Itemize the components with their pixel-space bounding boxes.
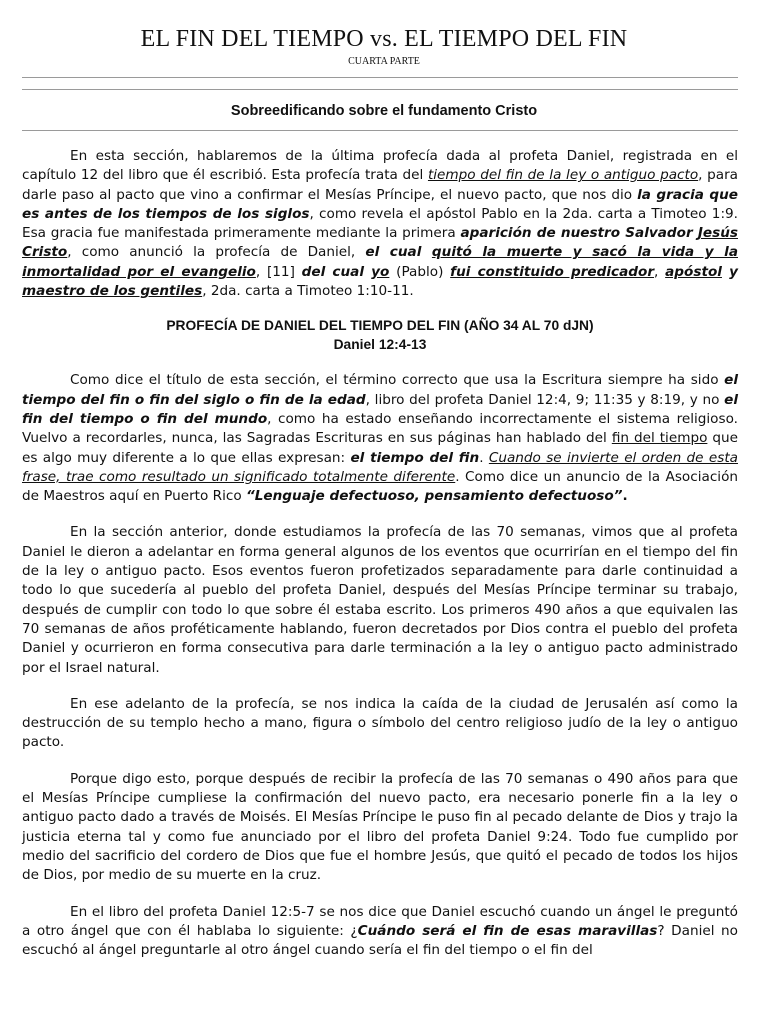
section-heading-line2: Daniel 12:4-13 [333, 337, 427, 353]
section-heading [22, 316, 738, 354]
paragraph-2: Como dice el título de esta sección, el término correcto que usa la Escritura siempre ha sido el tiempo del fin o fin del siglo o fin de la edad, libro del profeta Daniel 12:4, 9; 11:35 y 8:19, y no el fin del tiempo o fin del mundo, como ha estado enseñando incorrectamente el sistema religioso. Vuelvo a recordarles, nunca, las Sagradas Escrituras en sus páginas han hablado del fin del tiempo que es algo muy diferente a lo que ellas expresan: el tiempo del fin. Cuando se invierte el orden de esta frase, trae como resultado un significado totalmente diferente. Como dice un anuncio de la Asociación de Maestros aquí en Puerto Rico “Lenguaje defectuoso, pensamiento defectuoso”. [22, 372, 739, 505]
paragraph-1: En esta sección, hablaremos de la última profecía dada al profeta Daniel, registrada en el capítulo 12 del libro que él escribió. Esta profecía trata del tiempo del fin de la ley o antiguo pacto, para darle paso al pacto que vino a confirmar el Mesías Príncipe, el nuevo pacto, que nos dio la gracia que es antes de los tiempos de los siglos, como revela el apóstol Pablo en la 2da. carta a Timoteo 1:9. Esa gracia fue manifestada primeramente mediante la primera aparición de nuestro Salvador Jesús Cristo, como anunció la profecía de Daniel, el cual quitó la muerte y sacó la vida y la inmortalidad por el evangelio, [11] del cual yo (Pablo) fui constituido predicador, apóstol y maestro de los gentiles, 2da. carta a Timoteo 1:10-11. [22, 148, 739, 300]
section-title: Sobreedificando sobre el fundamento Cristo [230, 103, 538, 119]
divider-top-2 [22, 89, 738, 90]
section-heading-line1: PROFECÍA DE DANIEL DEL TIEMPO DEL FIN (AÑO 34 AL 70 dJN) [166, 318, 594, 334]
paragraph-4: En ese adelanto de la profecía, se nos indica la caída de la ciudad de Jerusalén así como la destrucción de su templo hecho a mano, figura o símbolo del centro religioso judío de la ley o antiguo pacto. [22, 695, 738, 751]
paragraph-3: En la sección anterior, donde estudiamos la profecía de las 70 semanas, vimos que al profeta Daniel le dieron a adelantar en forma general algunos de los eventos que ocurrirían en el tiempo del fin de la ley o antiguo pacto. Esos eventos fueron profetizados separadamente para darle continuidad a todo lo que sucedería al pueblo del profeta Daniel, después del Mesías Príncipe terminar su trabajo, después de cumplir con todo lo que sobre él estaba escrito. Los primeros 490 años a que equivalen las 70 semanas de años proféticamente hablando, fueron decretados por Dios contra el pueblo del profeta Daniel y ocurrieron en forma consecutiva para darle terminación a la ley o antiguo pacto administrado por el Israel natural. [22, 524, 738, 676]
page-title: EL FIN DEL TIEMPO vs. EL TIEMPO DEL FIN [140, 26, 628, 52]
page-subtitle: CUARTA PARTE [348, 56, 420, 67]
body-text [22, 147, 738, 960]
paragraph-6: En el libro del profeta Daniel 12:5-7 se nos dice que Daniel escuchó cuando un ángel le preguntó a otro ángel que con él hablaba lo siguiente: ¿Cuándo será el fin de esas maravillas? Daniel no escuchó al ángel preguntarle al otro ángel cuando sería el fin del tiempo o el fin del [22, 903, 738, 959]
paragraph-5: Porque digo esto, porque después de recibir la profecía de las 70 semanas o 490 años para que el Mesías Príncipe cumpliese la confirmación del nuevo pacto, era necesario ponerle fin a la ley o antiguo pacto dado a través de Moisés. El Mesías Príncipe le puso fin al pecado delante de Dios y trajo la justicia eterna tal y como fue anunciado por el libro del profeta Daniel 9:24. Todo fue cumplido por medio del sacrificio del cordero de Dios que fue el hombre Jesús, que quitó el pecado de todos los hijos de Dios, por medio de su muerte en la cruz. [22, 770, 738, 884]
divider-top [22, 77, 738, 78]
divider-section [22, 130, 738, 131]
